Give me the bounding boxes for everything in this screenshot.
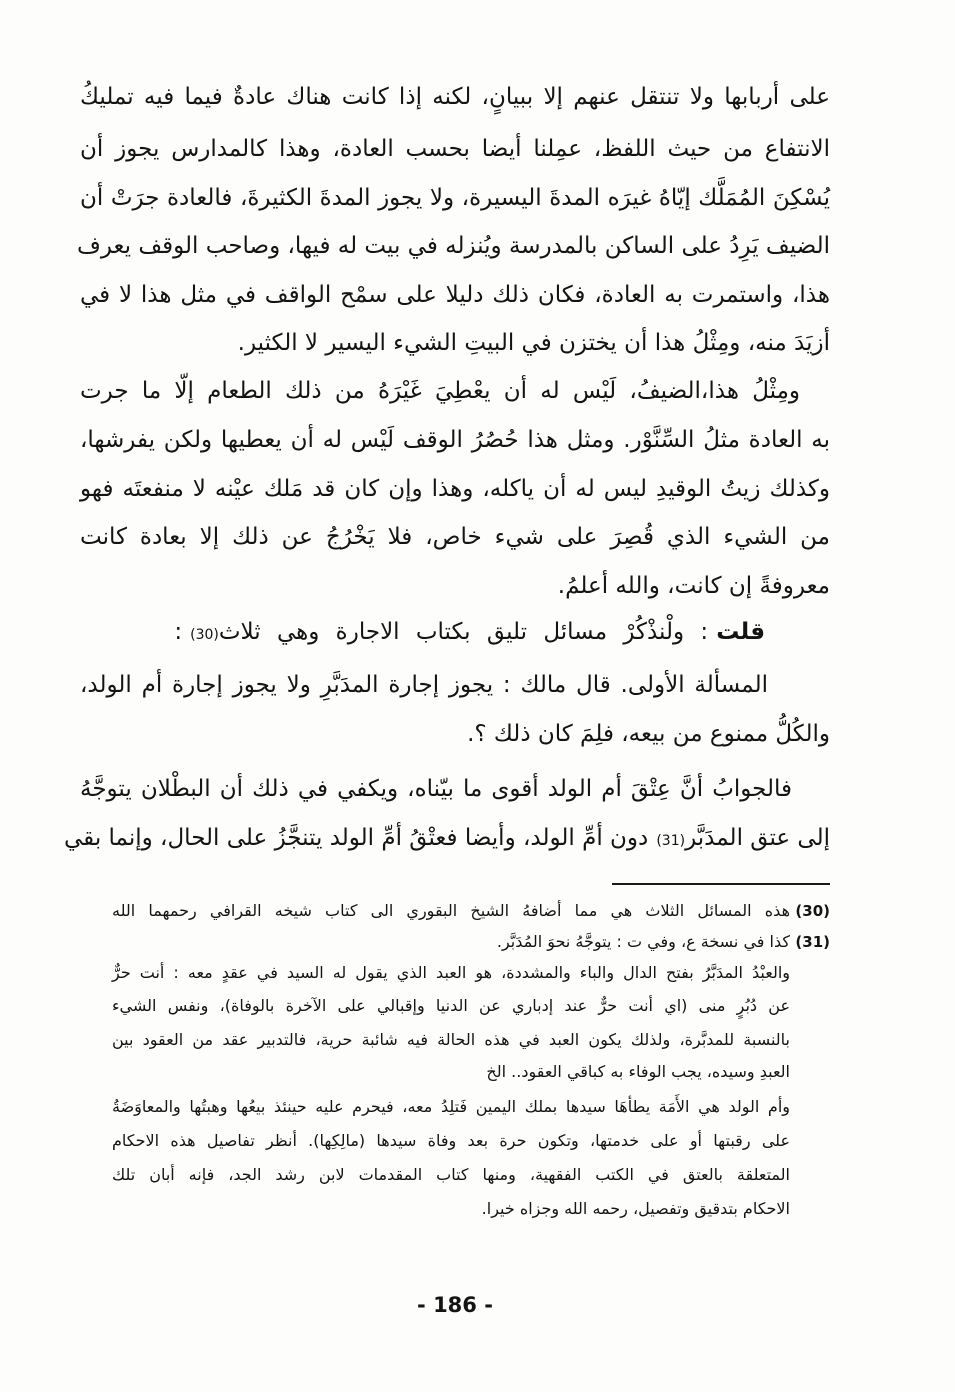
body-line: الانتفاع من حيث اللفظ، عمِلنا أيضا بحسب العادة، وهذا كالمدارس يجوز أن	[80, 136, 830, 162]
footnote-line: هذه المسائل الثلاث هي مما أضافهُ الشيخ البقوري الى كتاب شيخه القرافي رحمهما الله	[112, 901, 790, 920]
footnote-line: المتعلقة بالعتق في الكتب الفقهية، ومنها كتاب المقدمات لابن رشد الجد، فإنه أبان تلك	[112, 1165, 790, 1184]
body-line: على أربابها ولا تنتقل عنهم إلا ببيانٍ، لكنه إذا كانت هناك عادةٌ فيما فيه تمليكُ	[80, 84, 830, 110]
body-line: معروفةً إن كانت، والله أعلمُ.	[557, 573, 830, 599]
footnote-ref-30: (30)	[190, 627, 219, 643]
body-segment: دون أمِّ الولد، وأيضا فعتْقُ أمِّ الولد يتنجَّزُ على الحال، وإنما بقي	[64, 825, 649, 851]
body-line	[64, 814, 830, 862]
footnote-line: على رقبتها أو على خدمتها، وتكون حرة بعد وفاة سيدها (مالِكِها). أنظر تفاصيل هذه الاحكام	[112, 1131, 790, 1150]
qult-text: : ولْنذْكُرْ مسائل تليق بكتاب الاجارة وهي ثلاث	[218, 619, 709, 645]
body-segment: إلى عتق المدَبَّر	[685, 825, 830, 851]
body-line: ومِثْلُ هذا،الضيفُ، لَيْس له أن يعْطِيَ غَيْرَهُ من ذلك الطعام إلّا ما جرت	[80, 378, 800, 404]
footnote-line: بالنسبة للمدبَّرة، ولذلك يكون العبد في هذه الحالة فيه شائبة حرية، فالتدبير عقد من العقود بين	[112, 1030, 790, 1049]
footnote-number: (31)	[795, 933, 830, 951]
footnote-separator	[612, 883, 830, 885]
footnote-line: العبدِ وسيده، يجب الوفاء به كباقي العقود.. الخ	[486, 1062, 790, 1081]
body-line: المسألة الأولى. قال مالك : يجوز إجارة المدَبَّرِ ولا يجوز إجارة أم الولد،	[80, 672, 768, 698]
body-line: به العادة مثلُ السِّنَّوْر. ومثل هذا حُصُرُ الوقف لَيْس له أن يعطيها ولكن يفرشها،	[80, 427, 830, 453]
body-line: أزيَدَ منه، ومِثْلُ هذا أن يختزن في البيتِ الشيء اليسير لا الكثير.	[237, 330, 830, 356]
qult-end: :	[174, 619, 183, 645]
section-heading-line	[80, 608, 830, 656]
footnote-line: والعبْدُ المدَبَّرُ بفتح الدال والباء والمشددة، هو العبد الذي يقول له السيد في عقدٍ معه : أنت حرٌّ	[112, 963, 790, 982]
page-number: - 186 -	[417, 1293, 493, 1317]
body-line: هذا، واستمرت به العادة، فكان ذلك دليلا على سمْح الواقف في مثل هذا لا في	[80, 282, 830, 308]
footnote-line: الاحكام بتدقيق وتفصيل، رحمه الله وجزاه خيرا.	[481, 1199, 790, 1218]
body-line: وكذلك زيتُ الوقيدِ ليس له أن ياكله، وهذا وإن كان قد مَلك عيْنه لا منفعتَه فهو	[80, 476, 830, 502]
footnote-number: (30)	[795, 902, 830, 920]
footnote-ref-31: (31)	[656, 833, 686, 849]
footnote-line: وأم الولد هي الأَمَة يطأهَا سيدها بملك اليمين فَتلِدُ معه، فيحرم عليه حينئذ بيعُها وهبتُها والمعاوَضَةُ	[112, 1097, 790, 1116]
body-line: الضيف يَرِدُ على الساكن بالمدرسة ويُنزله في بيت له فيها، وصاحب الوقف يعرف	[77, 233, 830, 259]
body-line: من الشيء الذي قُصِرَ على شيء خاص، فلا يَخْرُجُ عن ذلك إلا بعادة كانت	[80, 524, 830, 550]
footnote-line: كذا في نسخة ع، وفي ت : يتوجَّهُ نحوَ المُدَبَّر.	[496, 932, 790, 951]
body-line: والكُلُّ ممنوع من بيعه، فلِمَ كان ذلك ؟.	[467, 721, 830, 747]
footnote-line: عن دُبُرٍ منى (اي أنت حرٌّ عند إدباري عن الدنيا وإقبالي على الآخرة بالوفاة)، ونفس الشيء	[112, 996, 790, 1015]
qult-label: قلت	[716, 619, 765, 645]
body-line: يُسْكِنَ المُمَلَّك إيّاهُ غيرَه المدةَ اليسيرة، ولا يجوز المدةَ الكثيرةَ، فالعادة جرَتْ أن	[80, 185, 830, 211]
body-line: فالجوابُ أنَّ عِتْقَ أم الولد أقوى ما بيّناه، ويكفي في ذلك أن البطْلان يتوجَّهُ	[80, 776, 792, 802]
